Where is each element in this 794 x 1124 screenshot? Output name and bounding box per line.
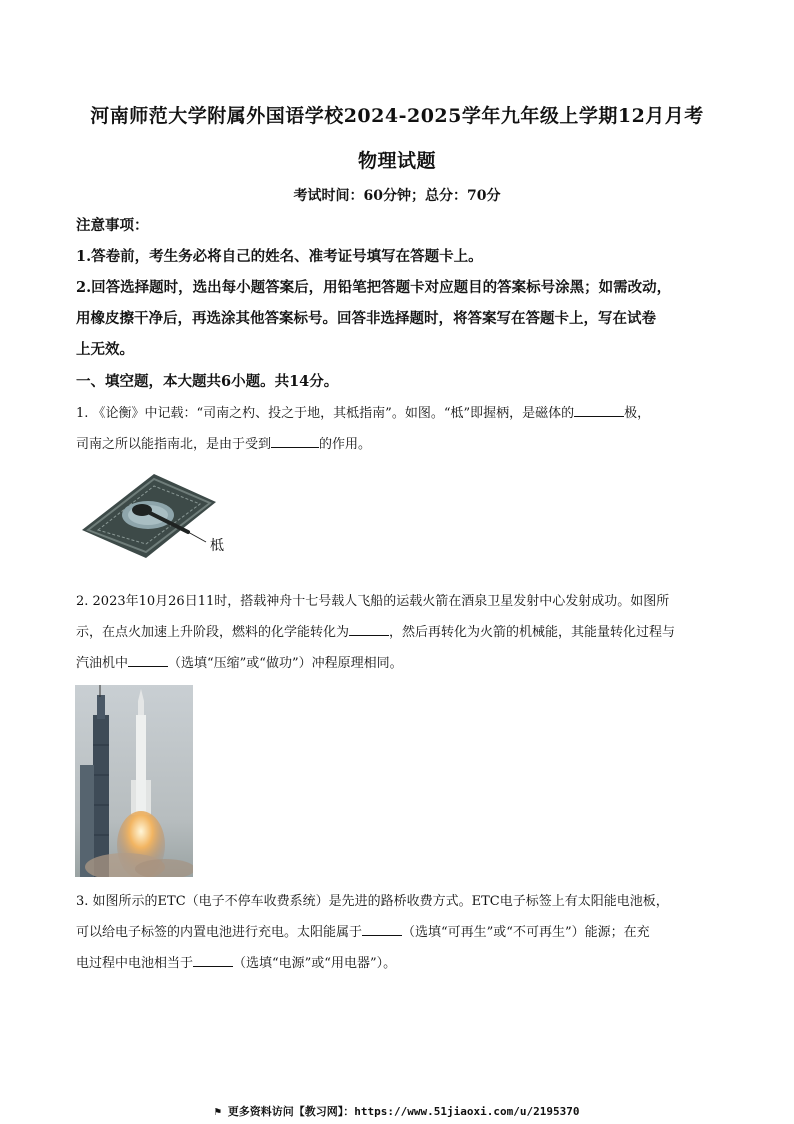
q3-text-c: 电过程中电池相当于 xyxy=(76,956,194,971)
paper-title-line2: 物理试题 xyxy=(357,150,436,172)
q3-line2 xyxy=(76,917,726,948)
q2-line2 xyxy=(76,617,726,648)
q1-blank-1 xyxy=(574,402,624,417)
q2-blank-2 xyxy=(128,652,168,667)
notice-item-2-line2: 用橡皮擦干净后，再选涂其他答案标号。回答非选择题时，将答案写在答题卡上，写在试卷 xyxy=(76,310,656,327)
q2-line3 xyxy=(76,648,726,679)
footer-link[interactable]: 更多资料访问【教习网】：https://www.51jiaoxi.com/u/2195370 xyxy=(227,1105,580,1118)
notice-item-2-line3: 上无效。 xyxy=(76,341,134,358)
q3-text-b: （选填“可再生”或“不可再生”）能源；在充 xyxy=(402,925,650,940)
q3-line3 xyxy=(76,948,726,979)
sinan-compass-image xyxy=(76,470,241,562)
q2-text-b: ，然后再转化为火箭的机械能，其能量转化过程与 xyxy=(389,625,676,640)
q1-figure-label: 柢 xyxy=(210,538,224,554)
q1-text-a: 1. 《论衡》中记载：“司南之杓、投之于地，其柢指南”。如图。“柢”即握柄，是磁体的 xyxy=(76,406,575,421)
notice-item-1: 1.答卷前，考生务必将自己的姓名、准考证号填写在答题卡上。 xyxy=(76,248,483,265)
section-heading: 一、填空题，本大题共6小题。共14分。 xyxy=(76,373,339,390)
q1-line2 xyxy=(76,429,726,460)
q1-text-b: 极， xyxy=(624,406,651,421)
q2-blank-1 xyxy=(349,621,389,636)
notice-heading: 注意事项： xyxy=(76,217,149,234)
q3-blank-1 xyxy=(362,921,402,936)
q1-line1 xyxy=(76,398,726,429)
paper-title-line1: 河南师范大学附属外国语学校2024-2025学年九年级上学期12月月考 xyxy=(90,105,704,127)
q3-line1: 3. 如图所示的ETC（电子不停车收费系统）是先进的路桥收费方式。ETC电子标签上有太阳能电池板， xyxy=(76,894,669,909)
flag-icon: ⚑ xyxy=(214,1105,222,1118)
q2-text-d: （选填“压缩”或“做功”）冲程原理相同。 xyxy=(168,656,403,671)
notice-item-2-line1: 2.回答选择题时，选出每小题答案后，用铅笔把答题卡对应题目的答案标号涂黑；如需改动， xyxy=(76,279,672,296)
q2-line1: 2. 2023年10月26日11时，搭载神舟十七号载人飞船的运载火箭在酒泉卫星发射中心发射成功。如图所 xyxy=(76,594,670,609)
q3-blank-2 xyxy=(193,952,233,967)
exam-info: 考试时间：60分钟；总分：70分 xyxy=(293,188,501,204)
q1-text-c: 司南之所以能指南北，是由于受到 xyxy=(76,437,272,452)
q3-text-d: （选填“电源”或“用电器”）。 xyxy=(233,956,397,971)
q2-text-c: 汽油机中 xyxy=(76,656,129,671)
q3-text-a: 可以给电子标签的内置电池进行充电。太阳能属于 xyxy=(76,925,363,940)
footer xyxy=(0,1103,794,1119)
q1-text-d: 的作用。 xyxy=(319,437,372,452)
q1-blank-2 xyxy=(271,433,319,448)
rocket-launch-image xyxy=(75,685,193,877)
q2-text-a: 示，在点火加速上升阶段，燃料的化学能转化为 xyxy=(76,625,350,640)
